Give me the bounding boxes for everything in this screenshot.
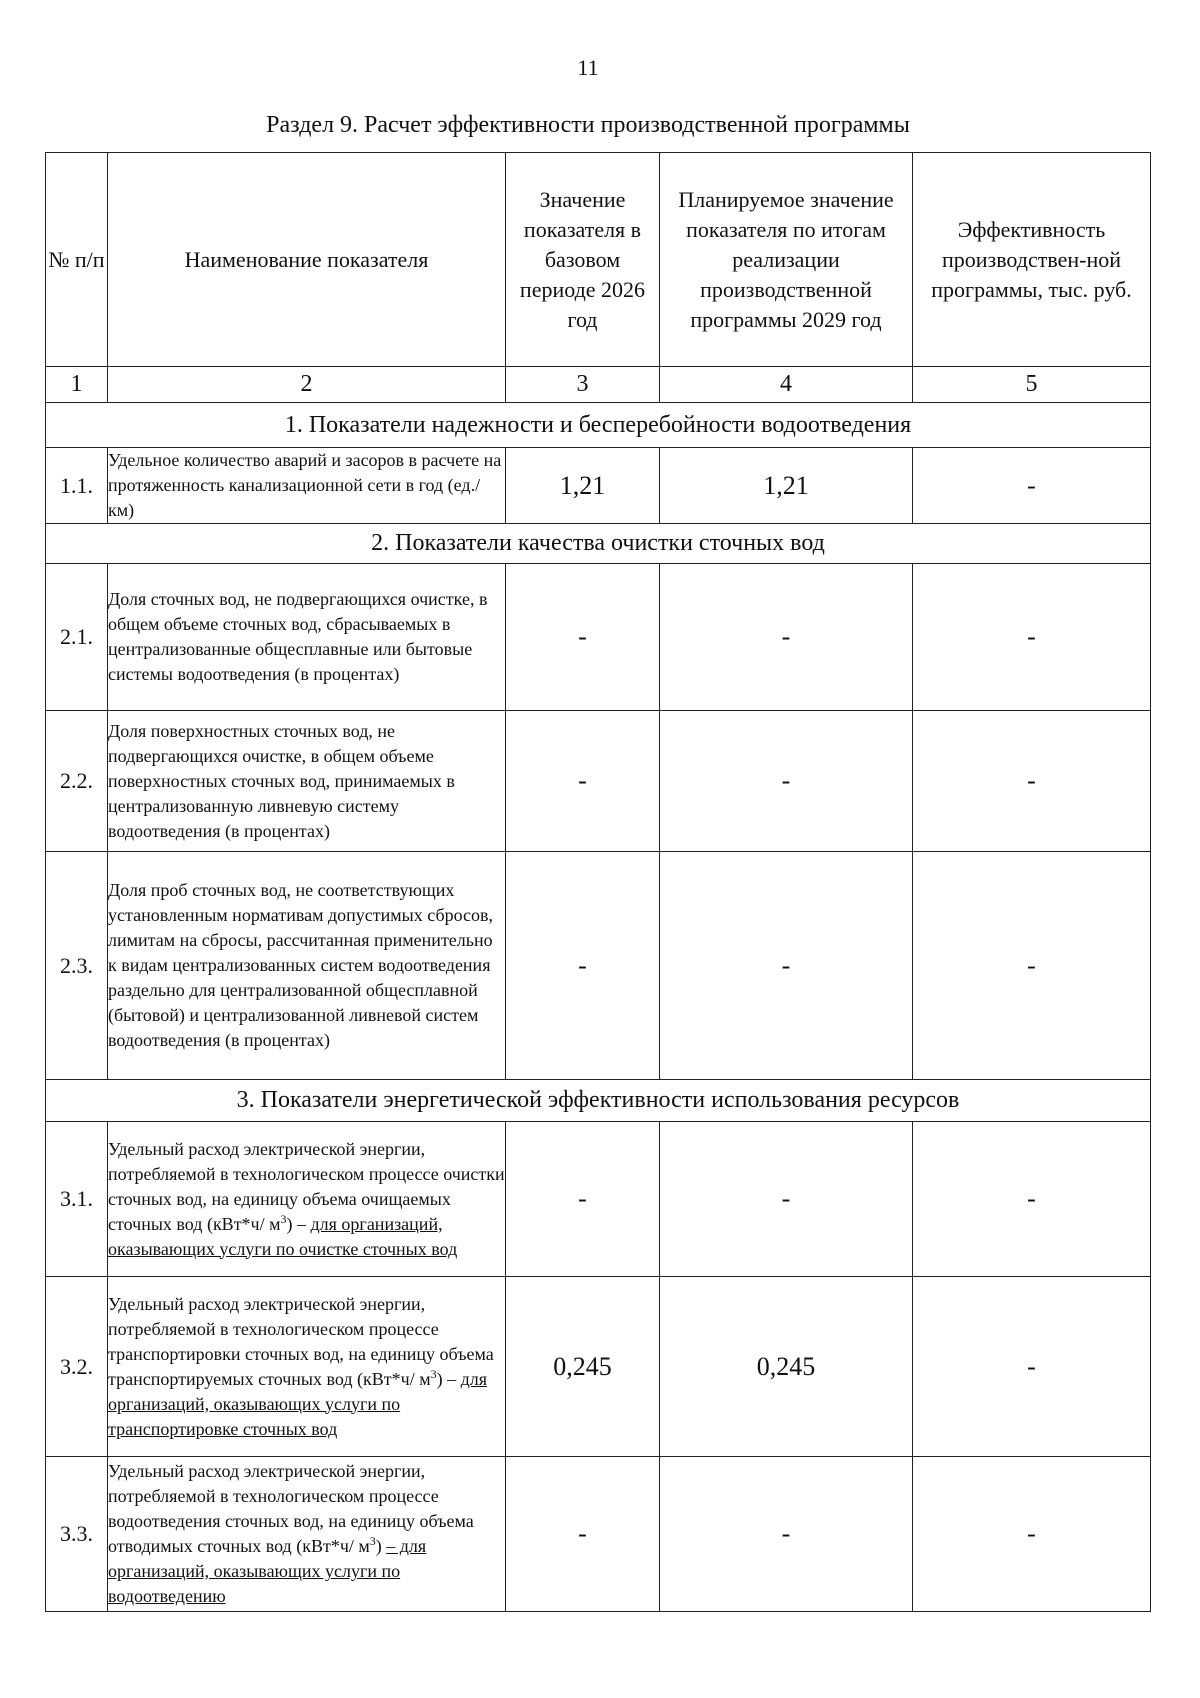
efficiency-value: - xyxy=(913,1457,1151,1612)
indicator-text: Удельный расход электрической энергии, потребляемой в технологическом процессе очистки сточных вод, на единицу объема очищаемых сточных вод (кВт*ч/ м xyxy=(108,1138,505,1234)
header-row xyxy=(46,153,1151,367)
efficiency-value: - xyxy=(913,448,1151,524)
superscript: 3 xyxy=(430,1366,437,1381)
base-value: - xyxy=(506,1457,660,1612)
indicator-name: Доля проб сточных вод, не соответствующих установленным нормативам допустимых сбросов, лимитам на сбросы, рассчитанная применительно к видам централизованных систем водоотведения раздельно для централизованной общесплавной (бытовой) и централизованной ливневой систем водоотведения (в процентах) xyxy=(108,852,506,1080)
base-value: 1,21 xyxy=(506,448,660,524)
row-number: 2.2. xyxy=(46,711,108,852)
table-row xyxy=(46,1122,1151,1277)
row-number: 3.3. xyxy=(46,1457,108,1612)
efficiency-table xyxy=(45,152,1151,1612)
base-value: 0,245 xyxy=(506,1277,660,1457)
indicator-text: ) – xyxy=(286,1213,311,1234)
column-number: 5 xyxy=(913,367,1151,403)
planned-value: 1,21 xyxy=(660,448,913,524)
section-header-row xyxy=(46,1080,1151,1122)
section-title: 1. Показатели надежности и бесперебойности водоотведения xyxy=(46,403,1151,448)
column-number-row xyxy=(46,367,1151,403)
planned-value: - xyxy=(660,852,913,1080)
efficiency-value: - xyxy=(913,564,1151,711)
planned-value: - xyxy=(660,1122,913,1277)
header-planned-value: Планируемое значение показателя по итогам реализации производственной программы 2029 год xyxy=(660,153,913,367)
efficiency-value: - xyxy=(913,711,1151,852)
base-value: - xyxy=(506,564,660,711)
indicator-scope-note: для организаций, оказывающих услуги по очистке сточных вод xyxy=(108,1213,458,1259)
table-row xyxy=(46,448,1151,524)
superscript: 3 xyxy=(280,1211,287,1226)
indicator-name: Удельное количество аварий и засоров в расчете на протяженность канализационной сети в год (ед./км) xyxy=(108,448,506,524)
column-number: 4 xyxy=(660,367,913,403)
indicator-name xyxy=(108,1457,506,1612)
table-row xyxy=(46,1277,1151,1457)
indicator-name: Доля поверхностных сточных вод, не подвергающихся очистке, в общем объеме поверхностных сточных вод, принимаемых в централизованную ливневую систему водоотведения (в процентах) xyxy=(108,711,506,852)
table-row xyxy=(46,711,1151,852)
indicator-text: Удельный расход электрической энергии, потребляемой в технологическом процессе транспортировки сточных вод, на единицу объема транспортируемых сточных вод (кВт*ч/ м xyxy=(108,1293,494,1389)
indicator-text: ) xyxy=(375,1536,387,1556)
planned-value: - xyxy=(660,711,913,852)
page-number: 11 xyxy=(577,55,599,80)
efficiency-value: - xyxy=(913,1277,1151,1457)
column-number: 2 xyxy=(108,367,506,403)
indicator-name: Доля сточных вод, не подвергающихся очистке, в общем объеме сточных вод, сбрасываемых в централизованные общесплавные или бытовые системы водоотведения (в процентах) xyxy=(108,564,506,711)
table-row xyxy=(46,852,1151,1080)
table-row xyxy=(46,1457,1151,1612)
indicator-text: ) – xyxy=(436,1368,461,1389)
page-title: Раздел 9. Расчет эффективности производственной программы xyxy=(266,112,910,138)
header-efficiency: Эффективность производствен-ной программы, тыс. руб. xyxy=(913,153,1151,367)
table-row xyxy=(46,564,1151,711)
header-base-value: Значение показателя в базовом периоде 2026 год xyxy=(506,153,660,367)
efficiency-value: - xyxy=(913,1122,1151,1277)
row-number: 3.2. xyxy=(46,1277,108,1457)
superscript: 3 xyxy=(369,1534,376,1548)
header-indicator-name: Наименование показателя xyxy=(108,153,506,367)
column-number: 1 xyxy=(46,367,108,403)
planned-value: - xyxy=(660,1457,913,1612)
header-number: № п/п xyxy=(46,153,108,367)
column-number: 3 xyxy=(506,367,660,403)
row-number: 1.1. xyxy=(46,448,108,524)
row-number: 3.1. xyxy=(46,1122,108,1277)
efficiency-value: - xyxy=(913,852,1151,1080)
indicator-name xyxy=(108,1277,506,1457)
base-value: - xyxy=(506,711,660,852)
indicator-scope-note: – для организаций, оказывающих услуги по водоотведению xyxy=(108,1536,427,1606)
section-title: 2. Показатели качества очистки сточных вод xyxy=(46,524,1151,564)
planned-value: 0,245 xyxy=(660,1277,913,1457)
section-header-row xyxy=(46,524,1151,564)
indicator-scope-note: для организаций, оказывающих услуги по транспортировке сточных вод xyxy=(108,1368,488,1439)
section-title: 3. Показатели энергетической эффективности использования ресурсов xyxy=(46,1080,1151,1122)
indicator-text: Удельный расход электрической энергии, потребляемой в технологическом процессе водоотведения сточных вод, на единицу объема отводимых сточных вод (кВт*ч/ м xyxy=(108,1461,474,1556)
planned-value: - xyxy=(660,564,913,711)
indicator-name xyxy=(108,1122,506,1277)
base-value: - xyxy=(506,1122,660,1277)
base-value: - xyxy=(506,852,660,1080)
row-number: 2.3. xyxy=(46,852,108,1080)
section-header-row xyxy=(46,403,1151,448)
row-number: 2.1. xyxy=(46,564,108,711)
